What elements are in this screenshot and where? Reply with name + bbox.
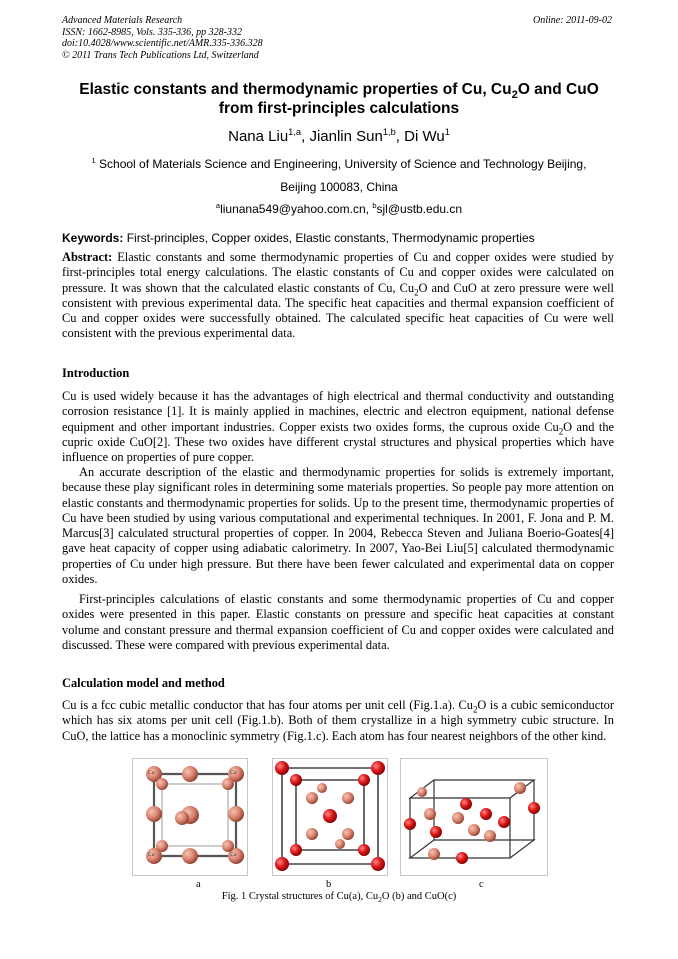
- svg-text:Cu: Cu: [148, 770, 155, 776]
- figure-label-b: b: [326, 879, 332, 890]
- section-heading-introduction: Introduction: [62, 366, 130, 380]
- figure-label-c: c: [479, 879, 484, 890]
- affiliation-line-1: $^1$ School of Materials Science and Engineering, University of Science and Technology Beijing,: [91, 156, 587, 171]
- intro-paragraph-2: An accurate description of the elastic and thermodynamic properties for solids is extremely important, because these play significant roles in determining some materials properties. So people pay more attention on elastic constants and thermodynamic properties for solids. Up to the present time, thermodynamic properties of Cu have been studied by using various computational and experimental techniques. In 2001, F. Jona and P. M. Marcus[3] calculated structural properties of copper. In 2004, Rebecca Steven and Juliana Boerio-Goates[4] gave heat capacity of copper using adiabatic calorimetry. In 2007, Yao-Bei Liu[5] calculated thermodynamic properties of Cu under high pressure. But there have been fewer calculated and experimental data on copper oxides.: [62, 465, 614, 587]
- method-paragraph-1: Cu is a fcc cubic metallic conductor that has four atoms per unit cell (Fig.1.a). $Cu_2O$ is a cubic semiconductor which has six atoms per unit cell (Fig.1.b). Both of them crystallize in a high symmetry cubic structure. In CuO, the lattice has a monoclinic symmetry (Fig.1.c). Each atom has four nearest neighbors of the other kind.: [62, 698, 614, 743]
- copyright-line: © 2011 Trans Tech Publications Ltd, Switzerland: [62, 49, 259, 61]
- affiliation-line-2: Beijing 100083, China: [280, 180, 398, 194]
- svg-text:Cu: Cu: [148, 852, 155, 858]
- figure-1c-cuo-cell: [400, 758, 548, 876]
- issn-line: ISSN: 1662-8985, Vols. 335-336, pp 328-332: [62, 26, 242, 38]
- email-link[interactable]: sjl@ustb.edu.cn: [376, 202, 463, 216]
- author-list: Nana Liu$^{1,a}$, Jianlin Sun$^{1,b}$, Di Wu$^1$: [228, 127, 450, 145]
- figure-1a-cu-cell: [132, 758, 248, 876]
- svg-text:Cu: Cu: [230, 852, 237, 858]
- section-heading-method: Calculation model and method: [62, 676, 225, 690]
- intro-paragraph-1: Cu is used widely because it has the advantages of high electrical and thermal conductivity and outstanding corrosion resistance [1]. It is mainly applied in machines, electric and electron equipment, national defense equipment and other important industries. Copper exists two oxides forms, the cuprous oxide $Cu_2O$ and the cupric oxide CuO[2]. These two oxides have different crystal structures and physical properties which have influence on properties of pure copper.: [62, 389, 615, 465]
- email-link[interactable]: liunana549@yahoo.com.cn: [220, 202, 366, 216]
- journal-name: Advanced Materials Research: [62, 15, 183, 26]
- running-header: [62, 15, 263, 61]
- doi-line: doi:10.4028/www.scientific.net/AMR.335-336.328: [62, 38, 263, 49]
- figure-caption: Fig. 1 Crystal structures of Cu(a), $Cu_2O$ (b) and CuO(c): [221, 891, 457, 905]
- author: Jianlin Sun: [309, 128, 383, 145]
- paper-title: Elastic constants and thermodynamic properties of Cu, $Cu_2O$ and CuO from first-principles calculations: [79, 81, 599, 117]
- author: Di Wu: [404, 128, 445, 145]
- author: Nana Liu: [228, 128, 289, 145]
- abstract: Abstract: Elastic constants and some thermodynamic properties of Cu and copper oxides were studied by first-principles total energy calculations. The elastic constants of Cu and copper oxides were calculated on pressure. It was shown that the calculated elastic constants of Cu, $Cu_2O$ and CuO at zero pressure were well consistent with previous experimental data. The specific heat capacities and thermal expansion coefficient of Cu and copper oxides were successfully obtained. The calculated specific heat capacities of Cu were well consistent with the previous experimental data.: [62, 250, 614, 341]
- svg-text:Cu: Cu: [230, 770, 237, 776]
- keywords: Keywords: First-principles, Copper oxides, Elastic constants, Thermodynamic properties: [62, 231, 535, 245]
- intro-paragraph-3: First-principles calculations of elastic constants and some thermodynamic properties of Cu and copper oxides were presented in this paper. Elastic constants on pressure and specific heat capacities at constant volume and constant pressure and thermal expansion coefficient of Cu and copper oxides were calculated and discussed. These were compared with previous experimental data.: [62, 592, 614, 652]
- figure-1b-cu2o-cell: [272, 758, 388, 876]
- email-line: $^a$liunana549@yahoo.com.cn, $^b$sjl@ustb.edu.cn: [215, 201, 463, 216]
- online-date: Online: 2011-09-02: [533, 15, 612, 26]
- figure-label-a: a: [196, 879, 201, 890]
